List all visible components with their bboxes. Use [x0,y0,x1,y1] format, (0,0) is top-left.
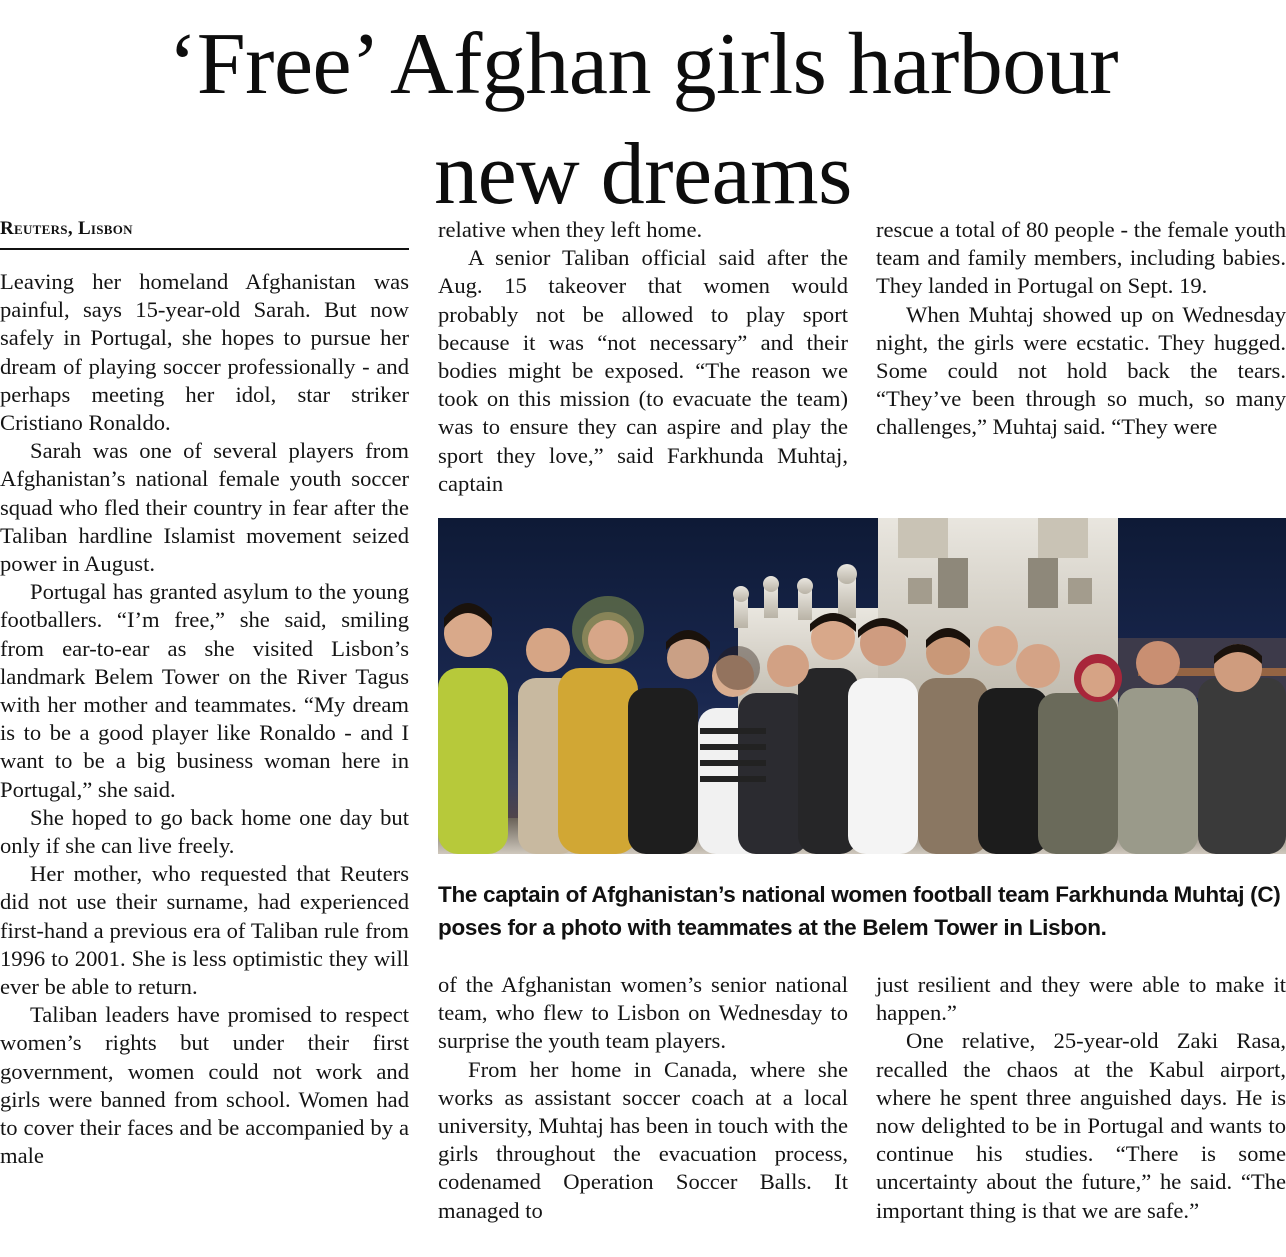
headline [0,10,1286,230]
photo-illustration [438,518,1286,854]
article-column-3-top [876,216,1286,442]
paragraph: One relative, 25-year-old Zaki Rasa, recalled the chaos at the Kabul airport, where he spent three anguished days. He is now delighted to be in Portugal and wants to continue his studies. “There is some uncertainty about the future,” he said. “The important thing is that we are safe.” [876,1028,1286,1223]
paragraph: A senior Taliban official said after the Aug. 15 takeover that women would probably not be allowed to play sport because it was “not necessary” and their bodies might be exposed. “The reason we took on this mission (to evacuate the team) was to ensure they can aspire and play the sport they love,” said Farkhunda Muhtaj, captain [438,245,848,496]
paragraph: Her mother, who requested that Reuters did not use their surname, had experienced first-hand a previous era of Taliban rule from 1996 to 2001. She is less optimistic they will ever be able to return. [0,861,409,1000]
paragraph: Taliban leaders have promised to respect women’s rights but under their first government, women could not work and girls were banned from school. Women had to cover their faces and be accompanied by a male [0,1002,409,1169]
article-column-2-top [438,216,848,498]
paragraph: Sarah was one of several players from Afghanistan’s national female youth soccer squad who fled their country in fear after the Taliban hardline Islamist movement seized power in August. [0,438,409,577]
paragraph: just resilient and they were able to make it happen.” [876,972,1286,1026]
byline: Reuters, Lisbon [0,218,409,250]
paragraph: When Muhtaj showed up on Wednesday night, the girls were ecstatic. They hugged. Some could not hold back the tears. “They’ve been through so much, so many challenges,” Muhtaj said. “They were [876,301,1286,440]
paragraph: She hoped to go back home one day but only if she can live freely. [0,804,409,859]
paragraph: Portugal has granted asylum to the young footballers. “I’m free,” she said, smiling from ear-to-ear as she visited Lisbon’s landmark Belem Tower on the River Tagus with her mother and teammates. “My dream is to be a good player like Ronaldo - and I want to be a big business woman here in Portugal,” she said. [0,579,409,802]
article-column-3-bottom [876,971,1286,1225]
paragraph: of the Afghanistan women’s senior national team, who flew to Lisbon on Wednesday to surprise the youth team players. [438,972,848,1054]
headline-line-1: ‘Free’ Afghan girls harbour [167,16,1119,113]
photo-caption: The captain of Afghanistan’s national women football team Farkhunda Muhtaj (C) poses for a photo with teammates at the Belem Tower in Lisbon. [438,882,1281,940]
article-column-1 [0,268,409,1171]
article-column-2-bottom [438,971,848,1225]
news-photo [438,518,1286,854]
paragraph: relative when they left home. [438,217,703,242]
paragraph: rescue a total of 80 people - the female youth team and family members, including babies. They landed in Portugal on Sept. 19. [876,217,1286,299]
paragraph: Leaving her homeland Afghanistan was painful, says 15-year-old Sarah. But now safely in Portugal, she hopes to pursue her dream of playing soccer professionally - and perhaps meeting her idol, star striker Cristiano Ronaldo. [0,269,409,436]
paragraph: From her home in Canada, where she works as assistant soccer coach at a local university, Muhtaj has been in touch with the girls throughout the evacuation process, codenamed Operation Soccer Balls. It managed to [438,1056,848,1223]
headline-line-2: new dreams [434,126,852,223]
